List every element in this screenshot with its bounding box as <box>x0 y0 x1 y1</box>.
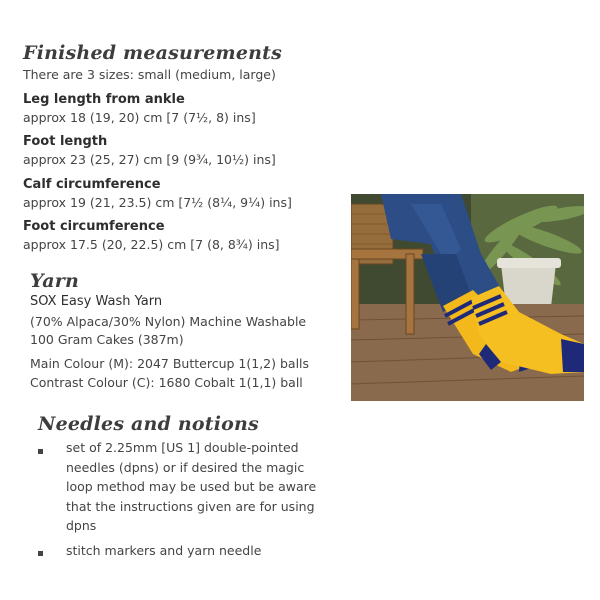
calf-circumference-label: Calf circumference <box>23 177 161 192</box>
yarn-cakes: 100 Gram Cakes (387m) <box>30 332 184 347</box>
calf-circumference-value: approx 19 (21, 23.5) cm [7½ (8¼, 9¼) ins] <box>23 195 292 210</box>
contrast-colour: Contrast Colour (C): 1680 Cobalt 1(1,1) ball <box>30 375 303 390</box>
sizes-text: There are 3 sizes: small (medium, large) <box>23 67 276 82</box>
finished-measurements-heading: Finished measurements <box>23 42 283 64</box>
notions-list-item: stitch markers and yarn needle <box>66 543 262 558</box>
yarn-heading: Yarn <box>30 270 80 292</box>
bullet-icon <box>38 551 43 556</box>
bullet-icon <box>38 449 43 454</box>
foot-length-label: Foot length <box>23 134 108 149</box>
needles-heading: Needles and notions <box>38 413 259 435</box>
foot-length-value: approx 23 (25, 27) cm [9 (9¾, 10½) ins] <box>23 152 276 167</box>
leg-length-label: Leg length from ankle <box>23 92 185 107</box>
yarn-composition: (70% Alpaca/30% Nylon) Machine Washable <box>30 314 307 329</box>
leg-length-value: approx 18 (19, 20) cm [7 (7½, 8) ins] <box>23 110 256 125</box>
foot-circumference-value: approx 17.5 (20, 22.5) cm [7 (8, 8¾) ins] <box>23 237 280 252</box>
socks-photo <box>351 194 584 401</box>
main-colour: Main Colour (M): 2047 Buttercup 1(1,2) balls <box>30 356 310 371</box>
needles-list-item: set of 2.25mm [US 1] double-pointed needles (dpns) or if desired the magic loop method may be used but be aware that the instructions given are for using dpns <box>66 440 317 533</box>
yarn-name: SOX Easy Wash Yarn <box>30 294 163 309</box>
foot-circumference-label: Foot circumference <box>23 219 165 234</box>
